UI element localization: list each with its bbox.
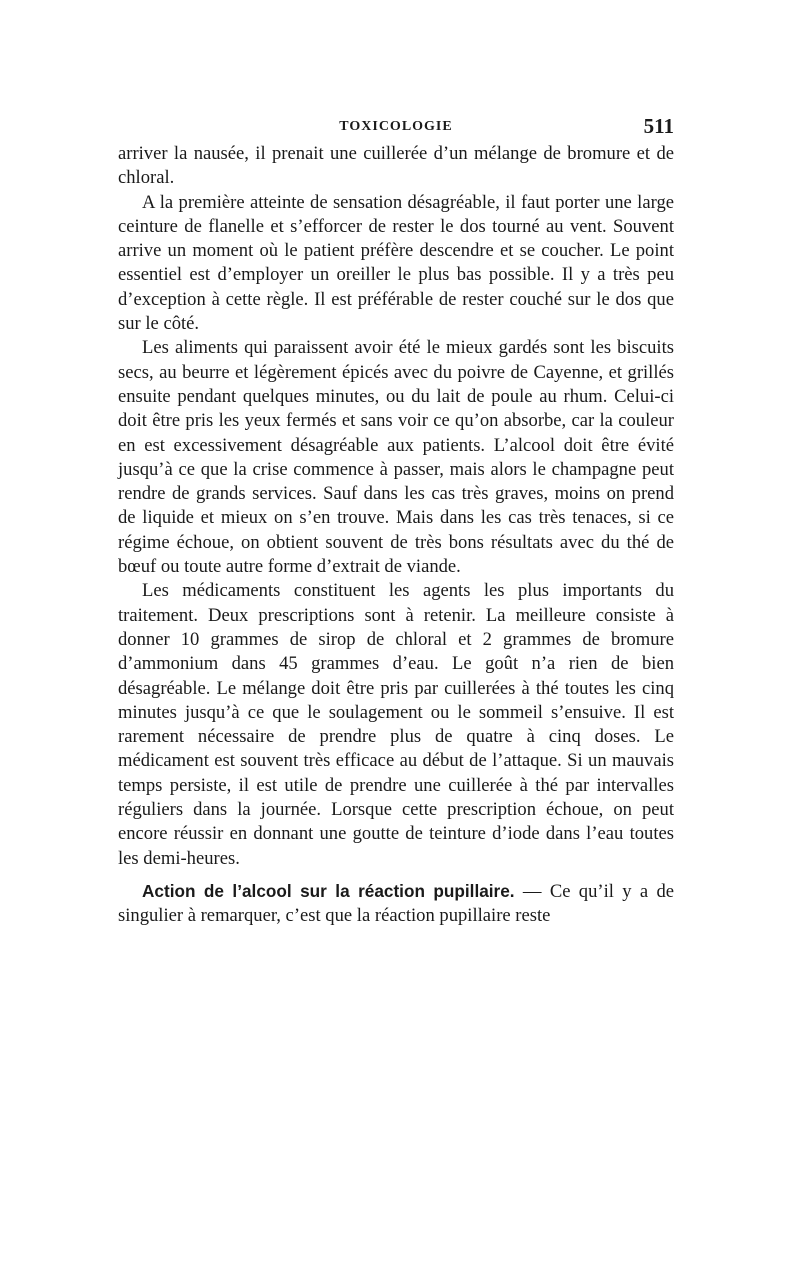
paragraph-medications: Les médicaments constituent les agents les plus importants du traitement. Deux prescriptions sont à retenir. La meilleure consiste à donner 10 grammes de sirop de chloral et 2 grammes de bromure d’ammonium dans 45 grammes d’eau. Le goût n’a rien de bien désagréable. Le mélange doit être pris par cuillerées à thé toutes les cinq minutes jusqu’à ce que le soulagement ou le sommeil s’ensuive. Il est rarement nécessaire de prendre plus de quatre à cinq doses. Le médicament est souvent très efficace au début de l’attaque. Si un mauvais temps persiste, il est utile de prendre une cuillerée à thé par intervalles réguliers dans la journée. Lorsque cette prescription échoue, on peut encore réussir en donnant une goutte de teinture d’iode dans l’eau toutes les demi-heures. [118,580,674,869]
section-alcohol-pupil [118,879,674,929]
section-text: — Ce qu’il y a de singulier à remarquer, c’est que la réaction pupillaire reste [118,880,674,927]
book-page [118,112,674,929]
running-title: TOXICOLOGIE [339,119,453,134]
page-number: 511 [643,114,674,138]
running-header [118,112,674,142]
paragraph-belt-advice: A la première atteinte de sensation désagréable, il faut porter une large ceinture de flanelle et s’efforcer de rester le dos tourné au vent. Souvent arrive un moment où le patient préfère descendre et se coucher. Le point essentiel est d’employer un oreiller le plus bas possible. Il y a très peu d’exception à cette règle. Il est préférable de rester couché sur le dos que sur le côté. [118,191,674,335]
paragraph-foods: Les aliments qui paraissent avoir été le mieux gardés sont les biscuits secs, au beurre et légèrement épicés avec du poivre de Cayenne, et grillés ensuite pendant quelques minutes, ou du lait de poule au rhum. Celui-ci doit être pris les yeux fermés et sans voir ce qu’on absorbe, car la couleur en est excessivement désagréable aux patients. L’alcool doit être évité jusqu’à ce que la crise commence à passer, mais alors le champagne peut rendre de grands services. Sauf dans les cas très graves, moins on prend de liquide et mieux on s’en trouve. Mais dans les cas très tenaces, si ce régime échoue, on obtient souvent de très bons résultats avec du thé de bœuf ou toute autre forme d’extrait de viande. [118,337,674,578]
paragraph-continuation: arriver la nausée, il prenait une cuillerée d’un mélange de bromure et de chloral. [118,143,674,189]
section-title: Action de l’alcool sur la réaction pupillaire. [142,880,515,901]
